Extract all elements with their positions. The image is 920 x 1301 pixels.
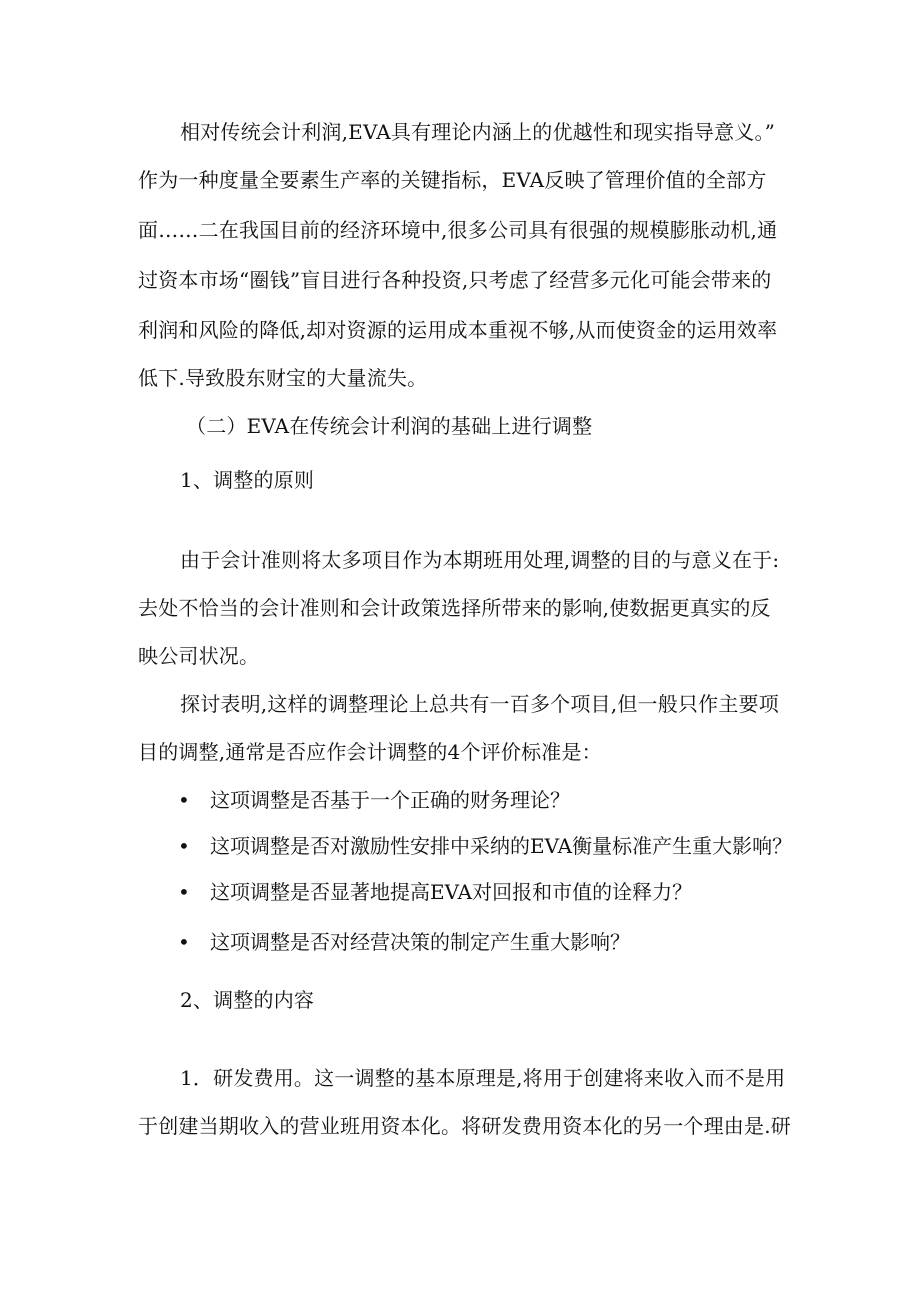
paragraph-1-line-1: 相对传统会计利润,EVA具有理论内涵上的优越性和现实指导意义。” bbox=[180, 120, 776, 144]
paragraph-4-line-2: 于创建当期收入的营业班用资本化。将研发费用资本化的另一个理由是.研 bbox=[138, 1114, 791, 1138]
section-2-heading: （二）EVA在传统会计利润的基础上进行调整 bbox=[186, 414, 593, 438]
paragraph-1-line-3: 面……二在我国目前的经济环境中,很多公司具有很强的规模膨胀动机,通 bbox=[138, 218, 778, 242]
list-item-text: 这项调整是否显著地提高EVA对回报和市值的诠释力？ bbox=[210, 880, 693, 904]
list-item bbox=[178, 832, 792, 860]
paragraph-4-line-1: 1．研发费用。这一调整的基本原理是,将用于创建将来收入而不是用 bbox=[180, 1066, 786, 1090]
bullet-icon: • bbox=[178, 788, 190, 812]
paragraph-1-line-6: 低下.导致股东财宝的大量流失。 bbox=[138, 366, 428, 390]
list-item bbox=[178, 878, 692, 906]
list-item-text: 这项调整是否对激励性安排中采纳的EVA衡量标准产生重大影响？ bbox=[210, 834, 793, 858]
list-item-text: 这项调整是否基于一个正确的财务理论？ bbox=[210, 788, 570, 812]
bullet-icon: • bbox=[178, 880, 190, 904]
paragraph-2-line-3: 映公司状况。 bbox=[138, 644, 260, 668]
subheading-adjustment-content: 2、调整的内容 bbox=[180, 988, 315, 1012]
bullet-icon: • bbox=[178, 834, 190, 858]
list-item bbox=[178, 928, 630, 956]
bullet-icon: • bbox=[178, 930, 190, 954]
paragraph-3-line-2: 目的调整,通常是否应作会计调整的4个评价标准是： bbox=[138, 740, 602, 764]
subheading-adjustment-principles: 1、调整的原则 bbox=[180, 468, 315, 492]
paragraph-2-line-1: 由于会计准则将太多项目作为本期班用处理,调整的目的与意义在于: bbox=[180, 548, 780, 572]
paragraph-3-line-1: 探讨表明,这样的调整理论上总共有一百多个项目,但一般只作主要项 bbox=[180, 692, 779, 716]
paragraph-1-line-4: 过资本市场“圈钱”盲目进行各种投资,只考虑了经营多元化可能会带来的 bbox=[138, 268, 772, 292]
paragraph-1-line-2: 作为一种度量全要素生产率的关键指标，EVA反映了管理价值的全部方 bbox=[138, 168, 767, 192]
list-item bbox=[178, 786, 570, 814]
list-item-text: 这项调整是否对经营决策的制定产生重大影响？ bbox=[210, 930, 630, 954]
paragraph-2-line-2: 去处不恰当的会计准则和会计政策选择所带来的影响,使数据更真实的反 bbox=[138, 596, 771, 620]
paragraph-1-line-5: 利润和风险的降低,却对资源的运用成本重视不够,从而使资金的运用效率 bbox=[138, 318, 778, 342]
